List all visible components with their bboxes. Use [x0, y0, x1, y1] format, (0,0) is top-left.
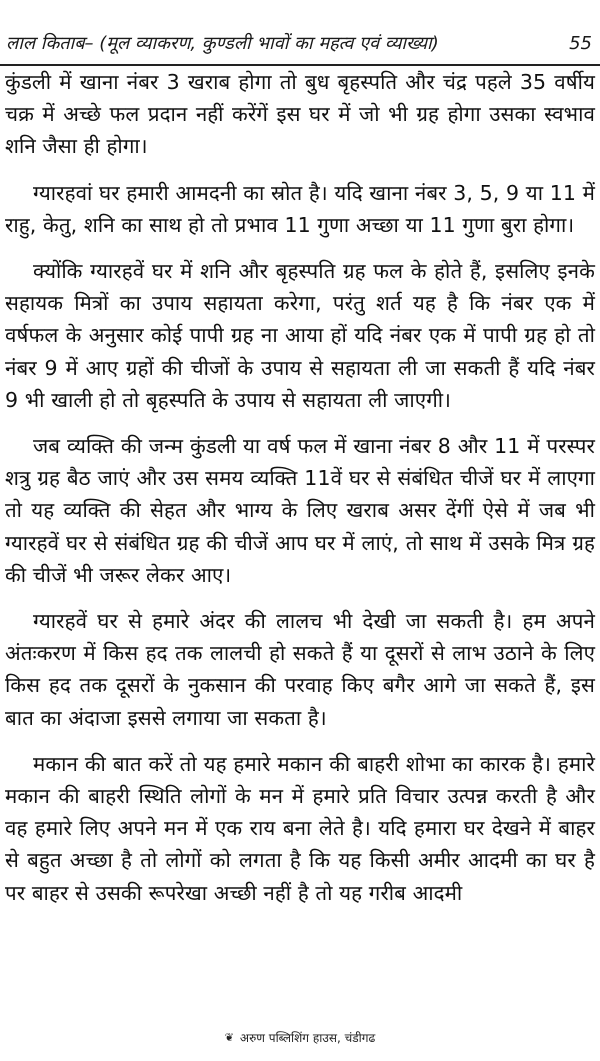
ornament-icon: ❦ [224, 1030, 234, 1044]
publisher-footer [0, 1026, 600, 1048]
publisher-name: अरुण पब्लिशिंग हाउस, चंडीगढ [239, 1030, 376, 1045]
paragraph: ग्यारहवां घर हमारी आमदनी का स्रोत है। यदि खाना नंबर 3, 5, 9 या 11 में राहु, केतु, शनि का साथ हो तो प्रभाव 11 गुणा अच्छा या 11 गुणा बुरा होगा। [5, 180, 595, 237]
paragraph: मकान की बात करें तो यह हमारे मकान की बाहरी शोभा का कारक है। हमारे मकान की बाहरी स्थिति लोगों के मन में हमारे प्रति विचार उत्पन्न करती है और वह हमारे लिए अपने मन में एक राय बना लेते है। यदि हमारा घर देखने में बाहर से बहुत अच्छा है तो लोगों को लगता है कि यह किसी अमीर आदमी का घर है पर बाहर से उसकी रूपरेखा अच्छी नहीं है तो यह गरीब आदमी [5, 751, 595, 905]
paragraph: कुंडली में खाना नंबर 3 खराब होगा तो बुध बृहस्पति और चंद्र पहले 35 वर्षीय चक्र में अच्छे फल प्रदान नहीं करेंगें इस घर में जो भी ग्रह होगा उसका स्वभाव शनि जैसा ही होगा। [5, 70, 595, 159]
paragraph: ग्यारहवें घर से हमारे अंदर की लालच भी देखी जा सकती है। हम अपने अंतःकरण में किस हद तक लालची हो सकते हैं या दूसरों से लाभ उठाने के लिए किस हद तक दूसरों के नुकसान की परवाह किए बगैर आगे जा सकते हैं, इस बात का अंदाजा इससे लगाया जा सकता है। [5, 609, 595, 730]
running-header [6, 26, 594, 60]
paragraph: क्योंकि ग्यारहवें घर में शनि और बृहस्पति ग्रह फल के होते हैं, इसलिए इनके सहायक मित्रों का उपाय सहायता करेगा, परंतु शर्त यह है कि नंबर एक में वर्षफल के अनुसार कोई पापी ग्रह ना आया हों यदि नंबर एक में पापी ग्रह हो तो नंबर 9 में आए ग्रहों की चीजों के उपाय से सहायता ली जा सकती हैं यदि नंबर 9 भी खाली हो तो बृहस्पति के उपाय से सहायता ली जाएगी। [5, 259, 595, 412]
book-title: लाल किताब– (मूल व्याकरण, कुण्डली भावों का महत्व एवं व्याख्या) [6, 33, 439, 54]
body-text [5, 66, 595, 923]
paragraph: जब व्यक्ति की जन्म कुंडली या वर्ष फल में खाना नंबर 8 और 11 में परस्पर शत्रु ग्रह बैठ जाएं और उस समय व्यक्ति 11वें घर से संबंधित चीजें घर में लाएगा तो यह व्यक्ति की सेहत और भाग्य के लिए खराब असर देंगीं ऐसे में जब भी ग्यारहवें घर से संबंधित ग्रह की चीजें आप घर में लाएं, तो साथ में उसके मित्र ग्रह की चीजें भी जरूर लेकर आए। [5, 434, 595, 587]
page-number: 55 [569, 32, 592, 54]
